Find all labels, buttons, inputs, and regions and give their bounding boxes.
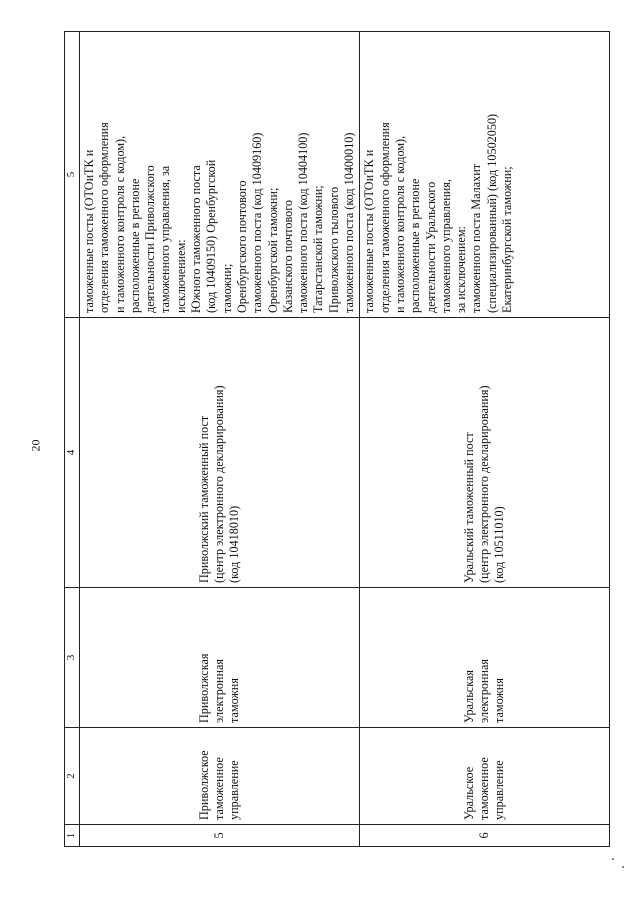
scope-line: Татарстанской таможни;: [311, 185, 326, 313]
directorate-line: управление: [492, 760, 507, 820]
directorate-cell: [360, 728, 610, 825]
scope-line: и таможенного контроля с кодом),: [112, 135, 127, 313]
scope-line: (специализированный) (код 10502050): [484, 113, 499, 313]
post-line: (центр электронного декларирования): [477, 385, 492, 583]
scope-line: таможенного поста (код 10409160): [250, 132, 265, 313]
scope-line: таможенного управления, за: [158, 165, 173, 313]
post-line: (код 10511010): [492, 506, 507, 583]
scope-line: таможенного управления,: [438, 179, 453, 313]
scope-line: Приволжского тылового: [326, 186, 341, 313]
customs-cell: [80, 588, 360, 728]
scope-line: Казанского почтового: [280, 199, 295, 313]
column-number-3: 3: [65, 588, 80, 728]
customs-line: электронная: [212, 659, 227, 723]
row-number: 6: [360, 825, 610, 847]
scan-speck: [612, 858, 614, 860]
directorate-line: Приволжское: [196, 750, 211, 820]
directorate-line: управление: [227, 760, 242, 820]
customs-line: таможня: [492, 678, 507, 723]
post-line: Приволжский таможенный пост: [196, 415, 211, 583]
scope-line: деятельности Приволжского: [143, 165, 158, 313]
scope-line: отделения таможенного оформления: [377, 122, 392, 313]
scan-speck: [622, 866, 624, 868]
scope-line: исключением:: [173, 239, 188, 313]
scope-line: расположенные в регионе: [408, 178, 423, 313]
customs-table: [64, 31, 610, 847]
customs-line: Приволжская: [196, 653, 211, 723]
customs-line: таможня: [227, 678, 242, 723]
scope-line: расположенные в регионе: [127, 178, 142, 313]
page-number: 20: [28, 439, 43, 452]
scope-line: отделения таможенного оформления: [97, 122, 112, 313]
scope-line: за исключением:: [454, 226, 469, 313]
scope-line: и таможенного контроля с кодом),: [392, 135, 407, 313]
column-number-5: 5: [65, 32, 80, 318]
scope-cell: [360, 32, 610, 318]
column-number-1: 1: [65, 825, 80, 847]
column-numbers-row: [65, 32, 80, 847]
directorate-line: Уральское: [461, 766, 476, 820]
directorate-cell: [80, 728, 360, 825]
scope-line: таможни;: [219, 263, 234, 313]
scope-line: Екатеринбургской таможни;: [500, 166, 515, 313]
customs-line: электронная: [477, 659, 492, 723]
scope-line: Оренбургской таможни;: [265, 187, 280, 313]
scope-line: таможенного поста (код 10400010): [342, 132, 357, 313]
table-row: [360, 32, 610, 847]
rotated-table-container: [64, 32, 594, 847]
post-line: (центр электронного декларирования): [212, 385, 227, 583]
customs-post-cell: [360, 318, 610, 588]
scope-line: таможенного поста Малахит: [469, 163, 484, 313]
scope-line: деятельности Уральского: [423, 181, 438, 313]
column-number-2: 2: [65, 728, 80, 825]
directorate-line: таможенное: [477, 757, 492, 820]
post-line: (код 10418010): [227, 505, 242, 583]
scope-line: таможенные посты (ОТОиТК и: [82, 149, 96, 313]
scope-line: Южного таможенного поста: [189, 165, 204, 313]
directorate-line: таможенное: [212, 757, 227, 820]
scope-line: (код 10409150) Оренбургской: [204, 159, 219, 313]
customs-line: Уральская: [461, 670, 476, 723]
column-number-4: 4: [65, 318, 80, 588]
scope-cell: [80, 32, 360, 318]
row-number: 5: [80, 825, 360, 847]
table-row: [80, 32, 360, 847]
scope-line: Оренбургского почтового: [234, 180, 249, 313]
post-line: Уральский таможенный пост: [461, 432, 476, 583]
document-sheet: [64, 32, 594, 847]
scope-line: таможенные посты (ОТОиТК и: [362, 149, 377, 313]
customs-cell: [360, 588, 610, 728]
customs-post-cell: [80, 318, 360, 588]
scope-line: таможенного поста (код 10404100): [296, 132, 311, 313]
